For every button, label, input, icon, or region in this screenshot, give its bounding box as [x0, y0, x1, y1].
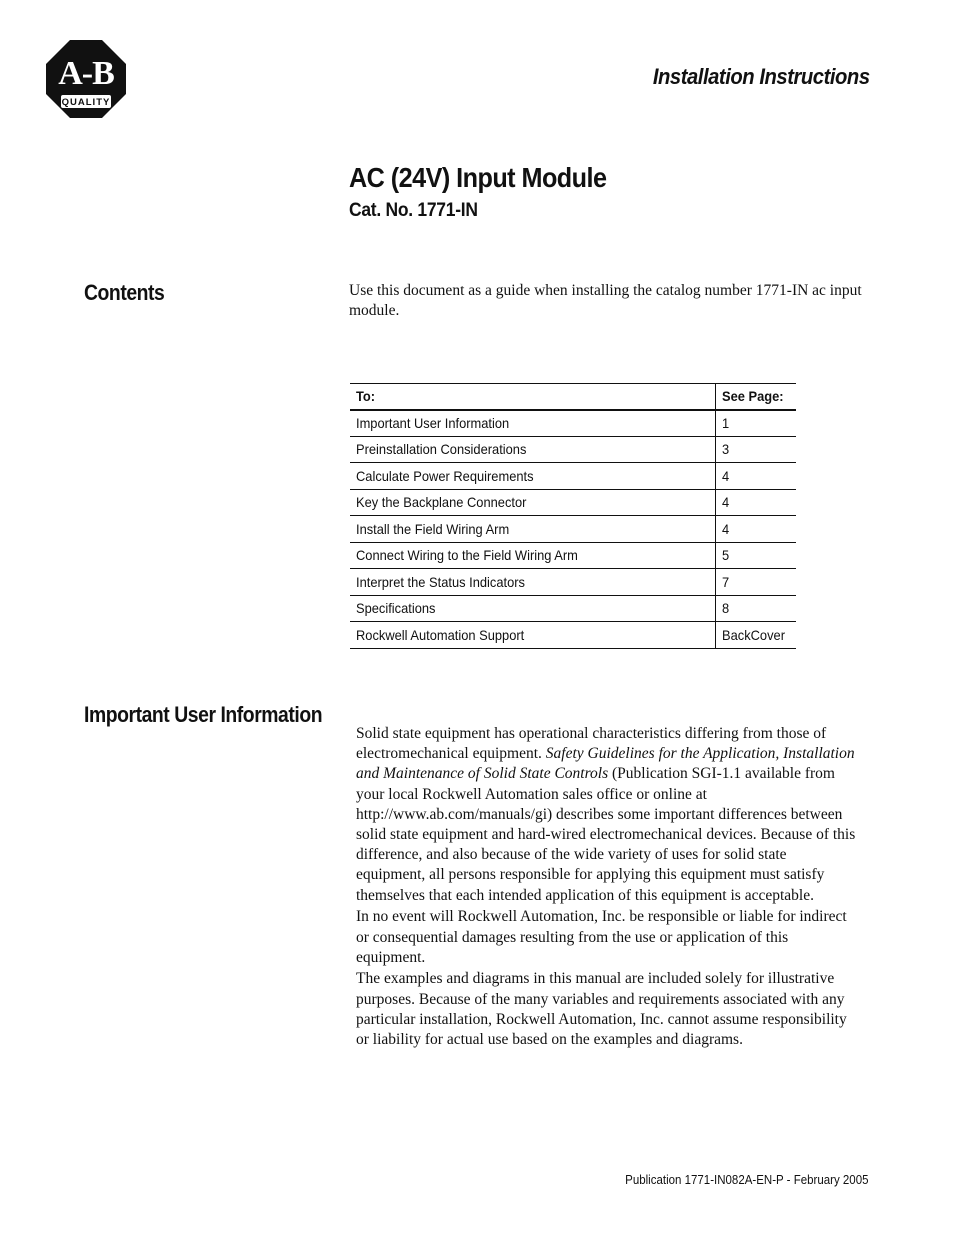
important-user-info-heading: Important User Information — [84, 702, 323, 727]
table-row — [350, 489, 796, 516]
table-row — [350, 516, 796, 543]
toc-topic: Connect Wiring to the Field Wiring Arm — [350, 542, 715, 569]
toc-page: BackCover — [715, 622, 796, 649]
toc-page: 3 — [715, 436, 796, 463]
table-header-row — [350, 384, 796, 410]
logo-text: A-B — [58, 55, 114, 92]
document-type: Installation Instructions — [653, 64, 870, 89]
contents-heading: Contents — [84, 280, 165, 305]
toc-page: 4 — [715, 489, 796, 516]
table-header-page: See Page: — [715, 384, 796, 410]
toc-page: 4 — [715, 463, 796, 490]
paragraph: The examples and diagrams in this manual are included solely for illustrative purposes. Because of the many variables and requirements associated with any particular installation, Rockwell Automation, Inc. cannot assume responsibility or liability for actual use based on the examples and diagrams. — [356, 970, 847, 1049]
table-row — [350, 595, 796, 622]
table-row — [350, 410, 796, 437]
table-header-to: To: — [350, 384, 715, 410]
toc-topic: Calculate Power Requirements — [350, 463, 715, 490]
table-row — [350, 436, 796, 463]
table-row — [350, 542, 796, 569]
toc-page: 5 — [715, 542, 796, 569]
toc-topic: Rockwell Automation Support — [350, 622, 715, 649]
table-row — [350, 463, 796, 490]
important-user-info-body — [356, 724, 856, 1052]
paragraph: In no event will Rockwell Automation, Inc. be responsible or liable for indirect or consequential damages resulting from the use or application of this equipment. — [356, 908, 847, 966]
contents-intro: Use this document as a guide when installing the catalog number 1771-IN ac input module. — [349, 282, 862, 319]
publication-footer: Publication 1771-IN082A-EN-P - February 2005 — [624, 1173, 868, 1187]
table-row — [350, 622, 796, 649]
toc-topic: Key the Backplane Connector — [350, 489, 715, 516]
toc-page: 7 — [715, 569, 796, 596]
table-row — [350, 569, 796, 596]
toc-topic: Install the Field Wiring Arm — [350, 516, 715, 543]
logo-subtext: QUALITY — [61, 97, 111, 108]
page-title: AC (24V) Input Module — [349, 162, 607, 193]
paragraph: Solid state equipment has operational characteristics differing from those of electromechanical equipment. Safety Guidelines for the Application, Installation and Maintenance of Solid State Controls (Publication SGI-1.1 available from your local Rockwell Automation sales office or online at http://www.ab.com/manuals/gi) describes some important differences between solid state equipment and hard-wired electromechanical devices. Because of this difference, and also because of the wide variety of uses for solid state equipment, all persons responsible for applying this equipment must satisfy themselves that each intended application of this equipment is acceptable. — [356, 725, 856, 904]
publication-title: Safety Guidelines for the Application, Installation and Maintenance of Solid State Controls — [356, 745, 855, 783]
toc-topic: Preinstallation Considerations — [350, 436, 715, 463]
toc-topic: Important User Information — [350, 410, 715, 437]
catalog-number: Cat. No. 1771-IN — [349, 200, 478, 221]
allen-bradley-logo — [46, 40, 126, 118]
toc-topic: Interpret the Status Indicators — [350, 569, 715, 596]
toc-page: 8 — [715, 595, 796, 622]
toc-page: 4 — [715, 516, 796, 543]
contents-table — [350, 383, 796, 649]
toc-page: 1 — [715, 410, 796, 437]
toc-topic: Specifications — [350, 595, 715, 622]
